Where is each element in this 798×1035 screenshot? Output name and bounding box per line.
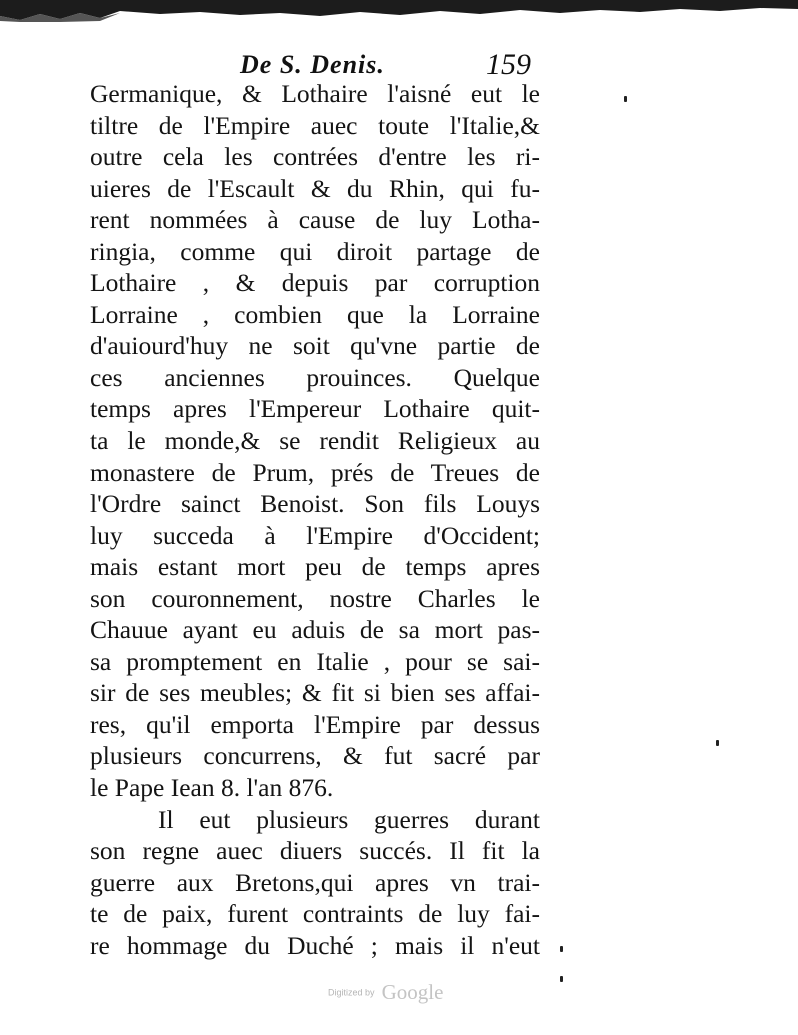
text-line-paragraph-end: le Pape Iean 8. l'an 876. xyxy=(90,773,334,803)
scan-speck xyxy=(716,740,719,746)
google-logo: Google xyxy=(381,980,444,1004)
digitized-watermark xyxy=(328,980,528,1006)
scan-speck xyxy=(560,946,563,952)
text-line: mais estant mort peu de temps apres xyxy=(90,552,540,582)
text-line: ces anciennes prouinces. Quelque xyxy=(90,362,540,392)
page-number: 159 xyxy=(486,48,531,81)
body-text xyxy=(90,78,540,961)
scan-edge-shadow xyxy=(0,0,798,22)
text-line: d'auiourd'huy ne soit qu'vne partie de xyxy=(90,331,540,361)
text-line: Lothaire , & depuis par corruption xyxy=(90,268,540,298)
text-line: res, qu'il emporta l'Empire par dessus xyxy=(90,709,540,739)
text-line: uieres de l'Escault & du Rhin, qui fu- xyxy=(90,173,540,203)
scan-speck xyxy=(624,96,627,102)
text-line: son couronnement, nostre Charles le xyxy=(90,583,540,613)
text-line: sir de ses meubles; & fit si bien ses affai- xyxy=(90,678,540,708)
text-line: guerre aux Bretons,qui apres vn trai- xyxy=(90,867,540,897)
scan-speck xyxy=(560,976,563,982)
text-line: tiltre de l'Empire auec toute l'Italie,& xyxy=(90,110,540,140)
text-line: luy succeda à l'Empire d'Occident; xyxy=(90,520,540,550)
running-title: De S. Denis. xyxy=(240,50,385,79)
text-line: l'Ordre sainct Benoist. Son fils Louys xyxy=(90,489,540,519)
text-line: outre cela les contrées d'entre les ri- xyxy=(90,142,540,172)
text-line-paragraph-start: Il eut plusieurs guerres durant xyxy=(158,804,540,834)
digitized-label: Digitized by xyxy=(328,987,375,998)
text-line: rent nommées à cause de luy Lotha- xyxy=(90,205,540,235)
text-line: te de paix, furent contraints de luy fai- xyxy=(90,899,540,929)
text-line: son regne auec diuers succés. Il fit la xyxy=(90,836,540,866)
text-line: Lorraine , combien que la Lorraine xyxy=(90,299,540,329)
text-line: Germanique, & Lothaire l'aisné eut le xyxy=(90,79,540,108)
text-line: sa promptement en Italie , pour se sai- xyxy=(90,646,540,676)
text-line: ringia, comme qui diroit partage de xyxy=(90,236,540,266)
text-line: temps apres l'Empereur Lothaire quit- xyxy=(90,394,540,424)
text-line: monastere de Prum, prés de Treues de xyxy=(90,457,540,487)
text-line: plusieurs concurrens, & fut sacré par xyxy=(90,741,540,771)
text-line: Chauue ayant eu aduis de sa mort pas- xyxy=(90,615,540,645)
text-line: re hommage du Duché ; mais il n'eut xyxy=(90,930,540,960)
text-line: ta le monde,& se rendit Religieux au xyxy=(90,426,540,456)
